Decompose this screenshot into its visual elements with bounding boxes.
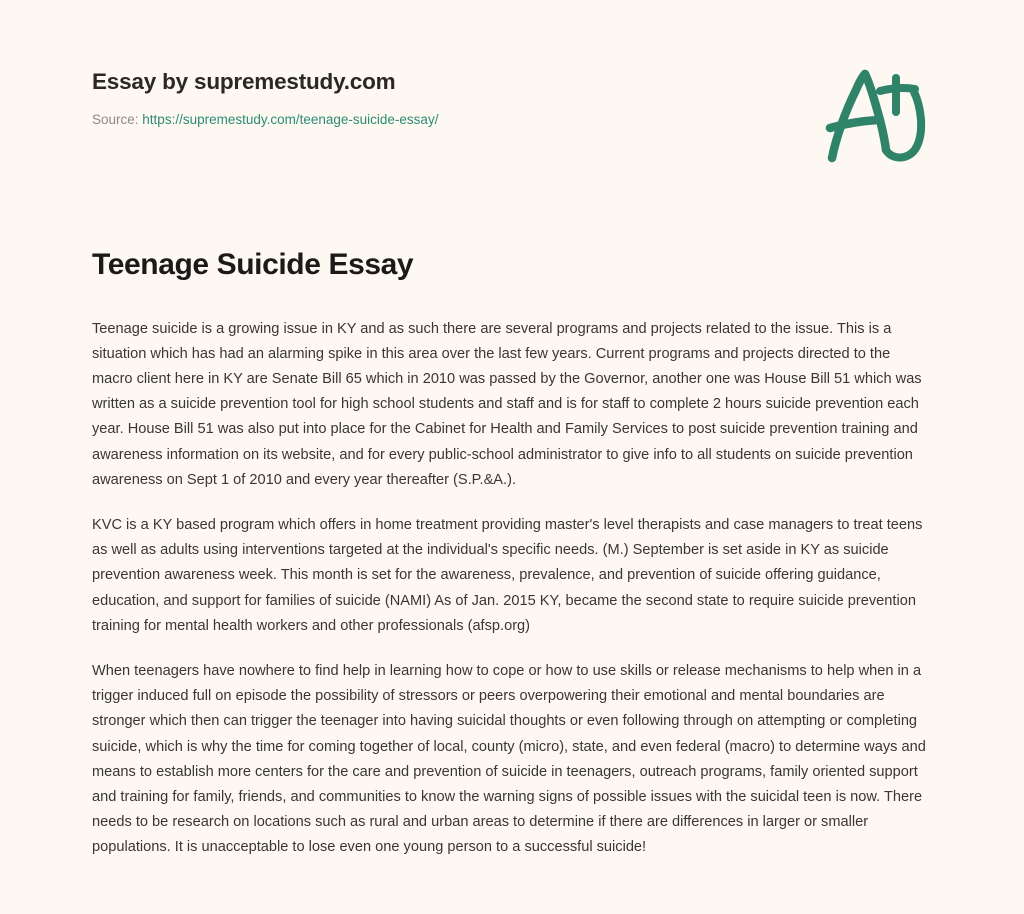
source-line xyxy=(92,111,792,129)
source-url-link[interactable]: https://supremestudy.com/teenage-suicide-essay/ xyxy=(142,112,439,127)
article-paragraph: When teenagers have nowhere to find help in learning how to cope or how to use skills or release mechanisms to help when in a trigger induced full on episode the possibility of stressors or peers overpowering their emotional and mental boundaries are stronger which then can trigger the teenager into having suicidal thoughts or even following through on attempting or completing suicide, which is why the time for coming together of local, county (micro), state, and even federal (macro) to determine ways and means to establish more centers for the care and prevention of suicide in teenagers, outreach programs, family oriented support and training for family, friends, and communities to know the warning signs of possible issues with the suicidal teen is now. There needs to be research on locations such as rural and urban areas to determine if there are differences in larger or smaller populations. It is unacceptable to lose even one young person to a successful suicide! xyxy=(92,662,926,856)
page-title: Teenage Suicide Essay xyxy=(92,248,414,281)
article-paragraph: Teenage suicide is a growing issue in KY and as such there are several programs and projects related to the issue. This is a situation which has had an alarming spike in this area over the last few years. Current programs and projects directed to the macro client here in KY are Senate Bill 65 which in 2010 was passed by the Governor, another one was House Bill 51 which was written as a suicide prevention tool for high school students and staff and is for staff to complete 2 hours suicide prevention each year. House Bill 51 was also put into place for the Cabinet for Health and Family Services to post suicide prevention training and awareness information on its website, and for every public-school administrator to give info to all students on suicide prevention awareness on Sept 1 of 2010 and every year thereafter (S.P.&A.). xyxy=(92,320,922,488)
brand-block xyxy=(92,68,792,129)
article-body xyxy=(92,317,932,861)
article-paragraph: KVC is a KY based program which offers in home treatment providing master's level therapists and case managers to treat teens as well as adults using interventions targeted at the individual's specific needs. (M.) September is set aside in KY as suicide prevention awareness week. This month is set for the awareness, prevalence, and prevention of suicide offering guidance, education, and support for families of suicide (NAMI) As of Jan. 2015 KY, became the second state to require suicide prevention training for mental health workers and other professionals (afsp.org) xyxy=(92,516,923,634)
article xyxy=(92,248,932,861)
a-plus-logo-icon xyxy=(812,62,940,166)
brand-title: Essay by supremestudy.com xyxy=(92,69,396,94)
source-label: Source: xyxy=(92,112,139,127)
page-header xyxy=(0,0,1024,200)
